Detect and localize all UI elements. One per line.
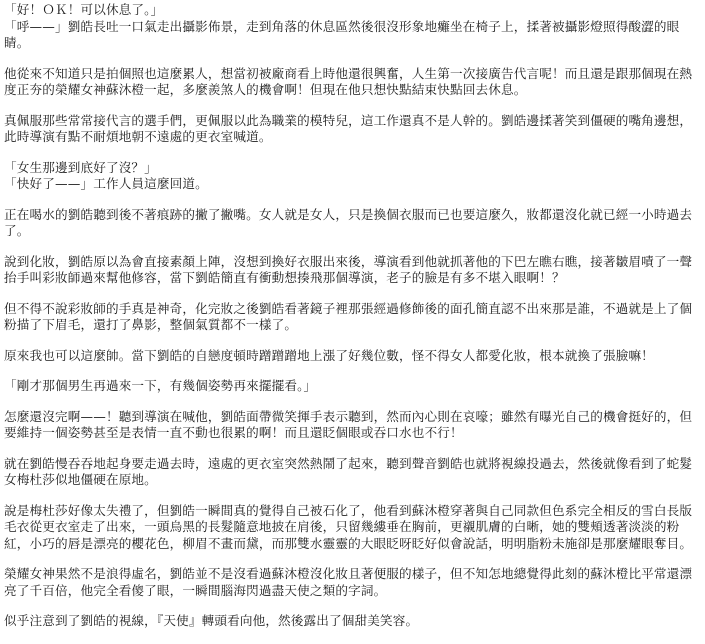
paragraph-7: 但不得不說彩妝師的手真是神奇，化完妝之後劉皓看著鏡子裡那張經過修飾後的面孔簡直認不出來那是誰，不過就是上了個粉描了下眉毛，還打了鼻影，整個氣質都不一樣了。 [4, 300, 693, 332]
paragraph-4: 「女生那邊到底好了沒？」 「快好了——」工作人員這麼回道。 [4, 159, 208, 191]
paragraph-10: 怎麼還沒完啊——！聽到導演在喊他，劉皓面帶微笑揮手表示聽到，然而內心則在哀嚎；雖然有曝光自己的機會挺好的，但要維持一個姿勢甚至是表情一直不動也很累的啊！而且還眨個眼或吞口水也不行！ [4, 408, 693, 440]
paragraph-13: 榮耀女神果然不是浪得虛名，劉皓並不是沒看過蘇沐橙沒化妝且著便服的樣子，但不知怎地總覺得此刻的蘇沐橙比平常還漂亮了千百倍，他完全看傻了眼，一瞬間腦海閃過盡天使之類的字詞。 [4, 566, 693, 598]
paragraph-3: 真佩服那些常常接代言的選手們，更佩服以此為職業的模特兒，這工作還真不是人幹的。劉皓邊揉著笑到僵硬的嘴角邊想，此時導演有點不耐煩地朝不遠處的更衣室喊道。 [4, 112, 693, 144]
paragraph-2: 他從來不知道只是拍個照也這麼累人，想當初被廠商看上時他還很興奮，人生第一次接廣告代言呢！而且還是跟那個現在熱度正夯的榮耀女神蘇沐橙一起，多麼羨煞人的機會啊！但現在他只想快點結束快點回去休息。 [4, 65, 693, 97]
paragraph-12: 說是梅杜莎好像太失禮了，但劉皓一瞬間真的覺得自己被石化了，他看到蘇沐橙穿著與自己同款但色系完全相反的雪白長版毛衣從更衣室走了出來，一頭烏黑的長髮隨意地披在肩後，只留幾縷垂在胸前，更襯肌膚的白晰，她的雙頰透著淡淡的粉紅，小巧的唇是漂亮的櫻花色，柳眉不畫而黛，而那雙水靈靈的大眼眨呀眨好似會說話，明明脂粉未施卻是那麼耀眼奪目。 [4, 502, 693, 551]
paragraph-14: 似乎注意到了劉皓的視線，『天使』轉頭看向他，然後露出了個甜美笑容。 [4, 613, 419, 628]
paragraph-1: 「好！ＯＫ！可以休息了。」 「呼——」劉皓長吐一口氣走出攝影佈景，走到角落的休息區然後很沒形象地癱坐在椅子上，揉著被攝影燈照得酸澀的眼睛。 [4, 2, 680, 50]
paragraph-5: 正在喝水的劉皓聽到後不著痕跡的撇了撇嘴。女人就是女人，只是換個衣服而已也要這麼久，妝都還沒化就已經一小時過去了。 [4, 206, 693, 238]
paragraph-9: 「剛才那個男生再過來一下，有幾個姿勢再來擺擺看。」 [4, 378, 317, 393]
paragraph-11: 就在劉皓慢吞吞地起身要走過去時，遠處的更衣室突然熱鬧了起來，聽到聲音劉皓也就將視線投過去，然後就像看到了蛇髮女梅杜莎似地僵硬在原地。 [4, 455, 693, 487]
paragraph-8: 原來我也可以這麼帥。當下劉皓的自戀度頓時蹭蹭蹭地上漲了好幾位數，怪不得女人都愛化妝，根本就換了張臉嘛！ [4, 347, 654, 363]
article-body [4, 2, 701, 644]
paragraph-6: 說到化妝，劉皓原以為會直接素顏上陣，沒想到換好衣服出來後，導演看到他就抓著他的下巴左瞧右瞧，接著皺眉嘖了一聲抬手叫彩妝師過來幫他修容，當下劉皓簡直有衝動想揍飛那個導演，老子的臉是有多不堪入眼啊！？ [4, 253, 693, 285]
